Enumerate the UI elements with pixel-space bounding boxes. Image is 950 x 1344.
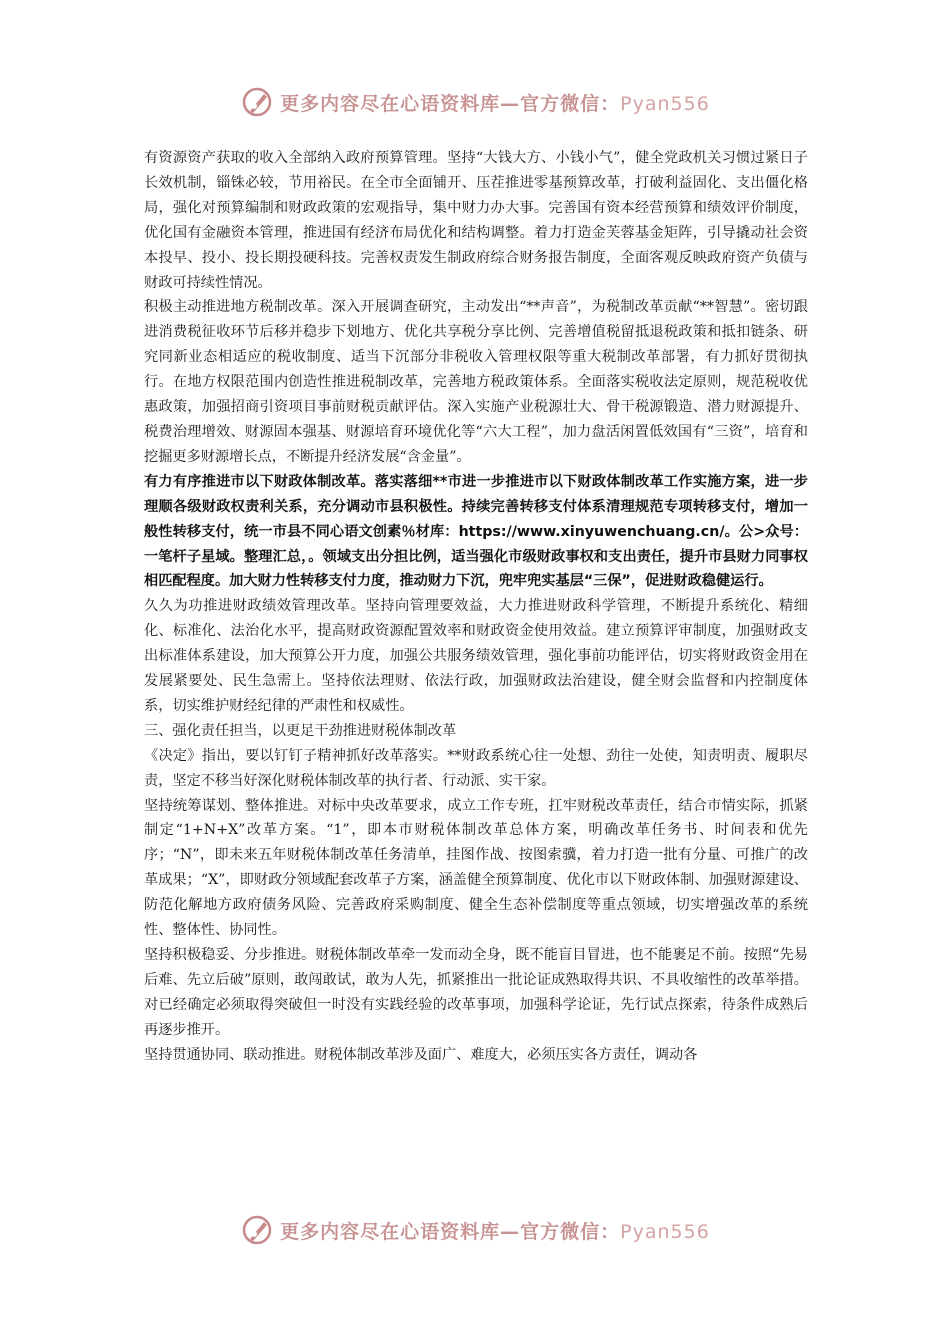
paragraph-bold: 有力有序推进市以下财政体制改革。落实落细**市进一步推进市以下财政体制改革工作实施方案，进一步理顺各级财政权责利关系，充分调动市县积极性。持续完善转移支付体系清理规范专项转移支付，增加一般性转移支付，统一市县不同心语文创素％材库：https://www.xinyuwenchuang.cn/。公>众号：一笔杆子星域。整理汇总，。领域支出分担比例，适当强化市级财政事权和支出责任，提升市县财力同事权相匹配程度。加大财力性转移支付力度，推动财力下沉，兜牢兜实基层“三保”，促进财政稳健运行。 [144, 473, 808, 590]
footer-watermark [0, 1210, 950, 1250]
paragraph: 坚持统筹谋划、整体推进。对标中央改革要求，成立工作专班，扛牢财税改革责任，结合市情实际，抓紧制定“1+N+X”改革方案。“1”，即本市财税体制改革总体方案，明确改革任务书、时间表和优先序；“N”，即未来五年财税体制改革任务清单，挂图作战、按图索骥，着力打造一批有分量、可推广的改革成果；“X”，即财政分领域配套改革子方案，涵盖健全预算制度、优化市以下财政体制、加强财源建设、防范化解地方政府债务风险、完善政府采购制度、健全生态补偿制度等重点领域，切实增强改革的系统性、整体性、协同性。 [144, 797, 808, 939]
paragraph: 积极主动推进地方税制改革。深入开展调查研究，主动发出“**声音”，为税制改革贡献“**智慧”。密切跟进消费税征收环节后移并稳步下划地方、优化共享税分享比例、完善增值税留抵退税政策和抵扣链条、研究同新业态相适应的税收制度、适当下沉部分非税收入管理权限等重大税制改革部署，有力抓好贯彻执行。在地方权限范围内创造性推进税制改革，完善地方税政策体系。全面落实税收法定原则，规范税收优惠政策，加强招商引资项目事前财税贡献评估。深入实施产业税源壮大、骨干税源锻造、潜力财源提升、税费治理增效、财源固本强基、财源培育环境优化等“六大工程”，加力盘活闲置低效国有“三资”，培育和挖掘更多财源增长点，不断提升经济发展“含金量”。 [144, 299, 808, 465]
watermark-text: 更多内容尽在心语资料库—官方微信：Pyan556 [280, 1220, 710, 1243]
watermark-text: 更多内容尽在心语资料库—官方微信：Pyan556 [280, 92, 710, 115]
document-body [144, 146, 808, 1068]
header-watermark [0, 82, 950, 122]
wechat-id: Pyan556 [620, 1220, 710, 1243]
wechat-id: Pyan556 [620, 92, 710, 115]
paragraph: 坚持贯通协同、联动推进。财税体制改革涉及面广、难度大，必须压实各方责任，调动各 [144, 1046, 698, 1063]
pen-logo-icon [240, 85, 274, 119]
paragraph: 久久为功推进财政绩效管理改革。坚持向管理要效益，大力推进财政科学管理，不断提升系统化、精细化、标准化、法治化水平，提高财政资源配置效率和财政资金使用效益。建立预算评审制度，加强财政支出标准体系建设，加大预算公开力度，加强公共服务绩效管理，强化事前功能评估，切实将财政资金用在发展紧要处、民生急需上。坚持依法理财、依法行政，加强财政法治建设，健全财会监督和内控制度体系，切实维护财经纪律的严肃性和权威性。 [144, 598, 808, 714]
section-heading: 三、强化责任担当，以更足干劲推进财税体制改革 [144, 722, 457, 739]
paragraph: 有资源资产获取的收入全部纳入政府预算管理。坚持“大钱大方、小钱小气”，健全党政机关习惯过紧日子长效机制，锱铢必较，节用裕民。在全市全面铺开、压茬推进零基预算改革，打破利益固化、支出僵化格局，强化对预算编制和财政政策的宏观指导，集中财力办大事。完善国有资本经营预算和绩效评价制度，优化国有金融资本管理，推进国有经济布局优化和结构调整。着力打造金芙蓉基金矩阵，引导撬动社会资本投早、投小、投长期投硬科技。完善权责发生制政府综合财务报告制度，全面客观反映政府资产负债与财政可持续性情况。 [144, 150, 808, 291]
pen-logo-icon [240, 1213, 274, 1247]
paragraph: 《决定》指出，要以钉钉子精神抓好改革落实。**财政系统心往一处想、劲往一处使，知责明责、履职尽责，坚定不移当好深化财税体制改革的执行者、行动派、实干家。 [144, 747, 808, 789]
paragraph: 坚持积极稳妥、分步推进。财税体制改革牵一发而动全身，既不能盲目冒进，也不能裹足不前。按照“先易后难、先立后破”原则，敢闯敢试，敢为人先，抓紧推出一批论证成熟取得共识、不具收缩性的改革举措。对已经确定必须取得突破但一时没有实践经验的改革事项，加强科学论证，先行试点探索，待条件成熟后再逐步推开。 [144, 947, 808, 1038]
